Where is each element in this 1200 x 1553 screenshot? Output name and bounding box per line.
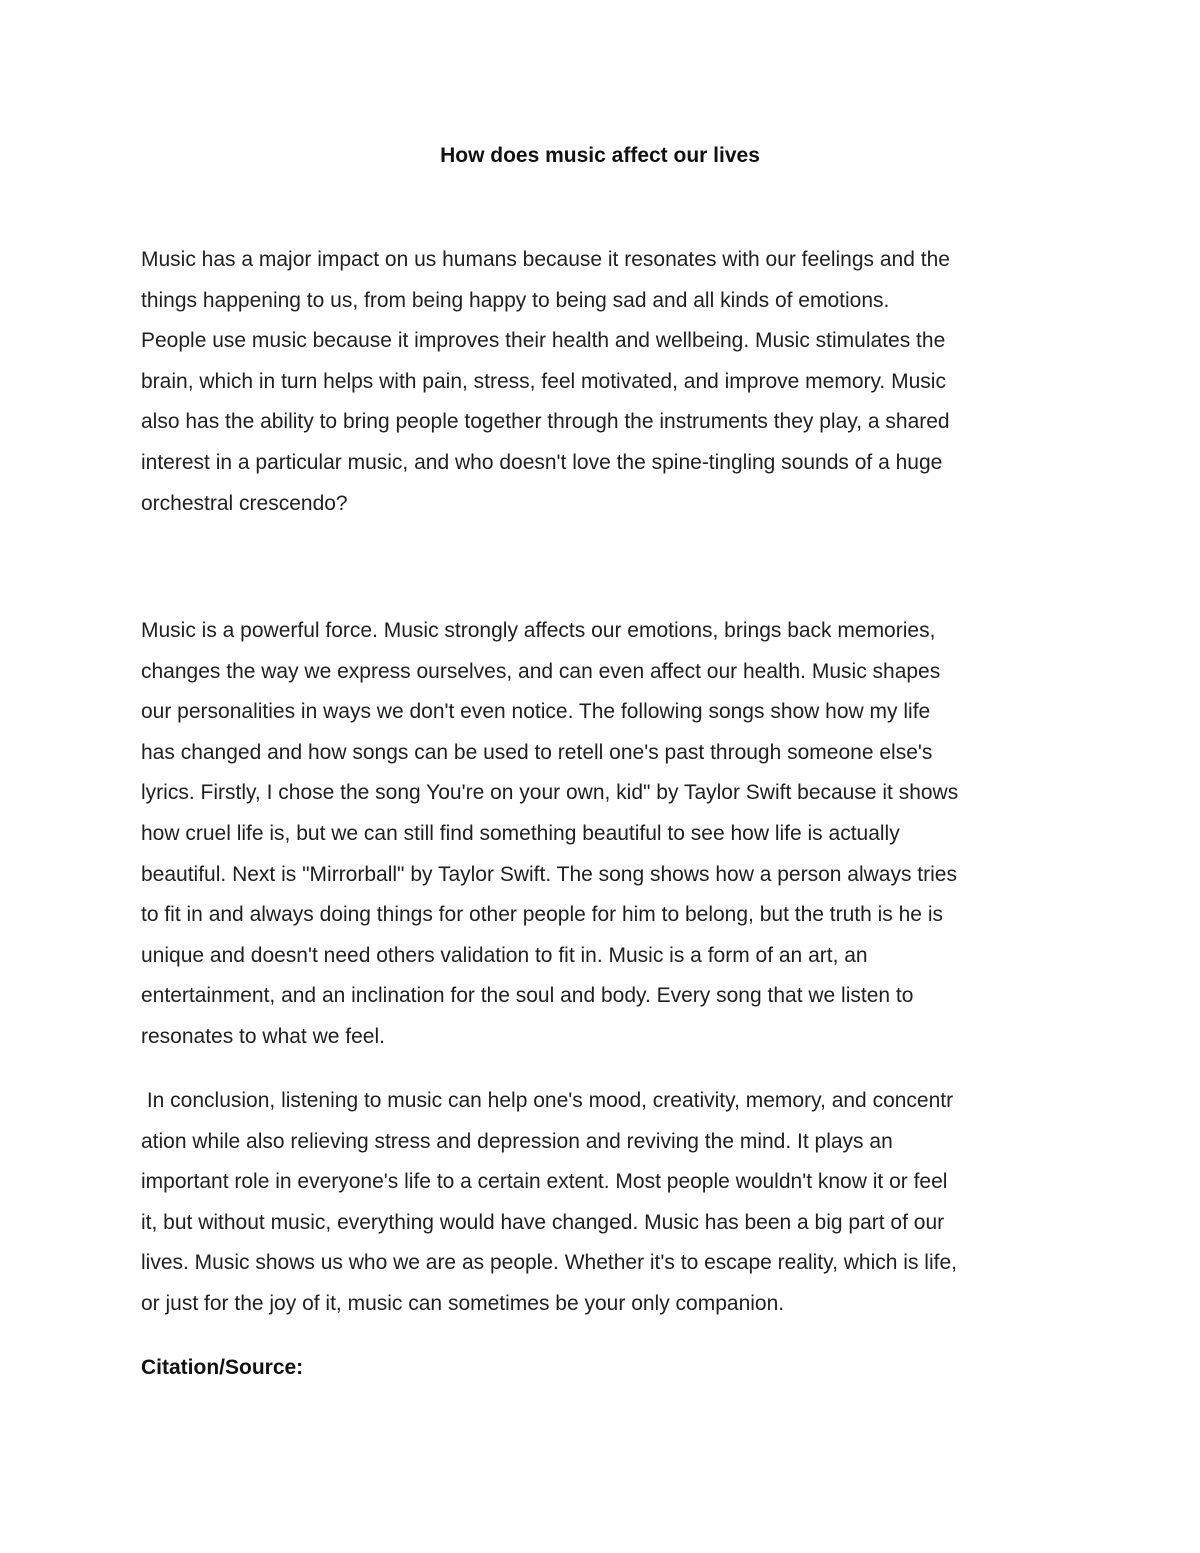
text-line: Music is a powerful force. Music strongly affects our emotions, brings back memories,	[141, 619, 936, 642]
text-line: changes the way we express ourselves, and can even affect our health. Music shapes	[141, 659, 941, 683]
paragraph-conclusion	[141, 1081, 1061, 1325]
text-line: how cruel life is, but we can still find something beautiful to see how life is actually	[141, 821, 900, 845]
text-line: also has the ability to bring people together through the instruments they play, a shared	[141, 410, 950, 434]
text-line: orchestral crescendo?	[141, 491, 348, 515]
text-line: it, but without music, everything would have changed. Music has been a big part of our	[141, 1210, 945, 1234]
citation-heading: Citation/Source:	[141, 1356, 304, 1379]
paragraph-body	[141, 611, 1061, 1058]
text-line: ation while also relieving stress and depression and reviving the mind. It plays an	[141, 1129, 893, 1153]
text-line: interest in a particular music, and who doesn't love the spine-tingling sounds of a huge	[141, 450, 943, 474]
text-line: People use music because it improves their health and wellbeing. Music stimulates the	[141, 329, 946, 353]
text-line: to fit in and always doing things for other people for him to belong, but the truth is he is	[141, 903, 943, 927]
text-line: beautiful. Next is "Mirrorball" by Taylor Swift. The song shows how a person always tries	[141, 862, 957, 886]
text-line: important role in everyone's life to a certain extent. Most people wouldn't know it or feel	[141, 1170, 948, 1194]
text-line: unique and doesn't need others validation to fit in. Music is a form of an art, an	[141, 943, 868, 967]
text-line: things happening to us, from being happy to being sad and all kinds of emotions.	[141, 288, 890, 312]
text-line: entertainment, and an inclination for the soul and body. Every song that we listen to	[141, 984, 914, 1008]
text-line: Music has a major impact on us humans because it resonates with our feelings and the	[141, 248, 950, 271]
text-line: lives. Music shows us who we are as people. Whether it's to escape reality, which is life,	[141, 1251, 957, 1275]
paragraph-introduction	[141, 240, 1061, 524]
text-line: In conclusion, listening to music can help one's mood, creativity, memory, and concentr	[141, 1089, 954, 1112]
text-line: resonates to what we feel.	[141, 1024, 385, 1048]
text-line: brain, which in turn helps with pain, stress, feel motivated, and improve memory. Music	[141, 369, 946, 393]
document-title: How does music affect our lives	[440, 144, 760, 167]
text-line: lyrics. Firstly, I chose the song You're on your own, kid" by Taylor Swift because it shows	[141, 781, 959, 805]
text-line: or just for the joy of it, music can sometimes be your only companion.	[141, 1291, 785, 1315]
text-line: has changed and how songs can be used to retell one's past through someone else's	[141, 740, 933, 764]
text-line: our personalities in ways we don't even notice. The following songs show how my life	[141, 700, 931, 724]
